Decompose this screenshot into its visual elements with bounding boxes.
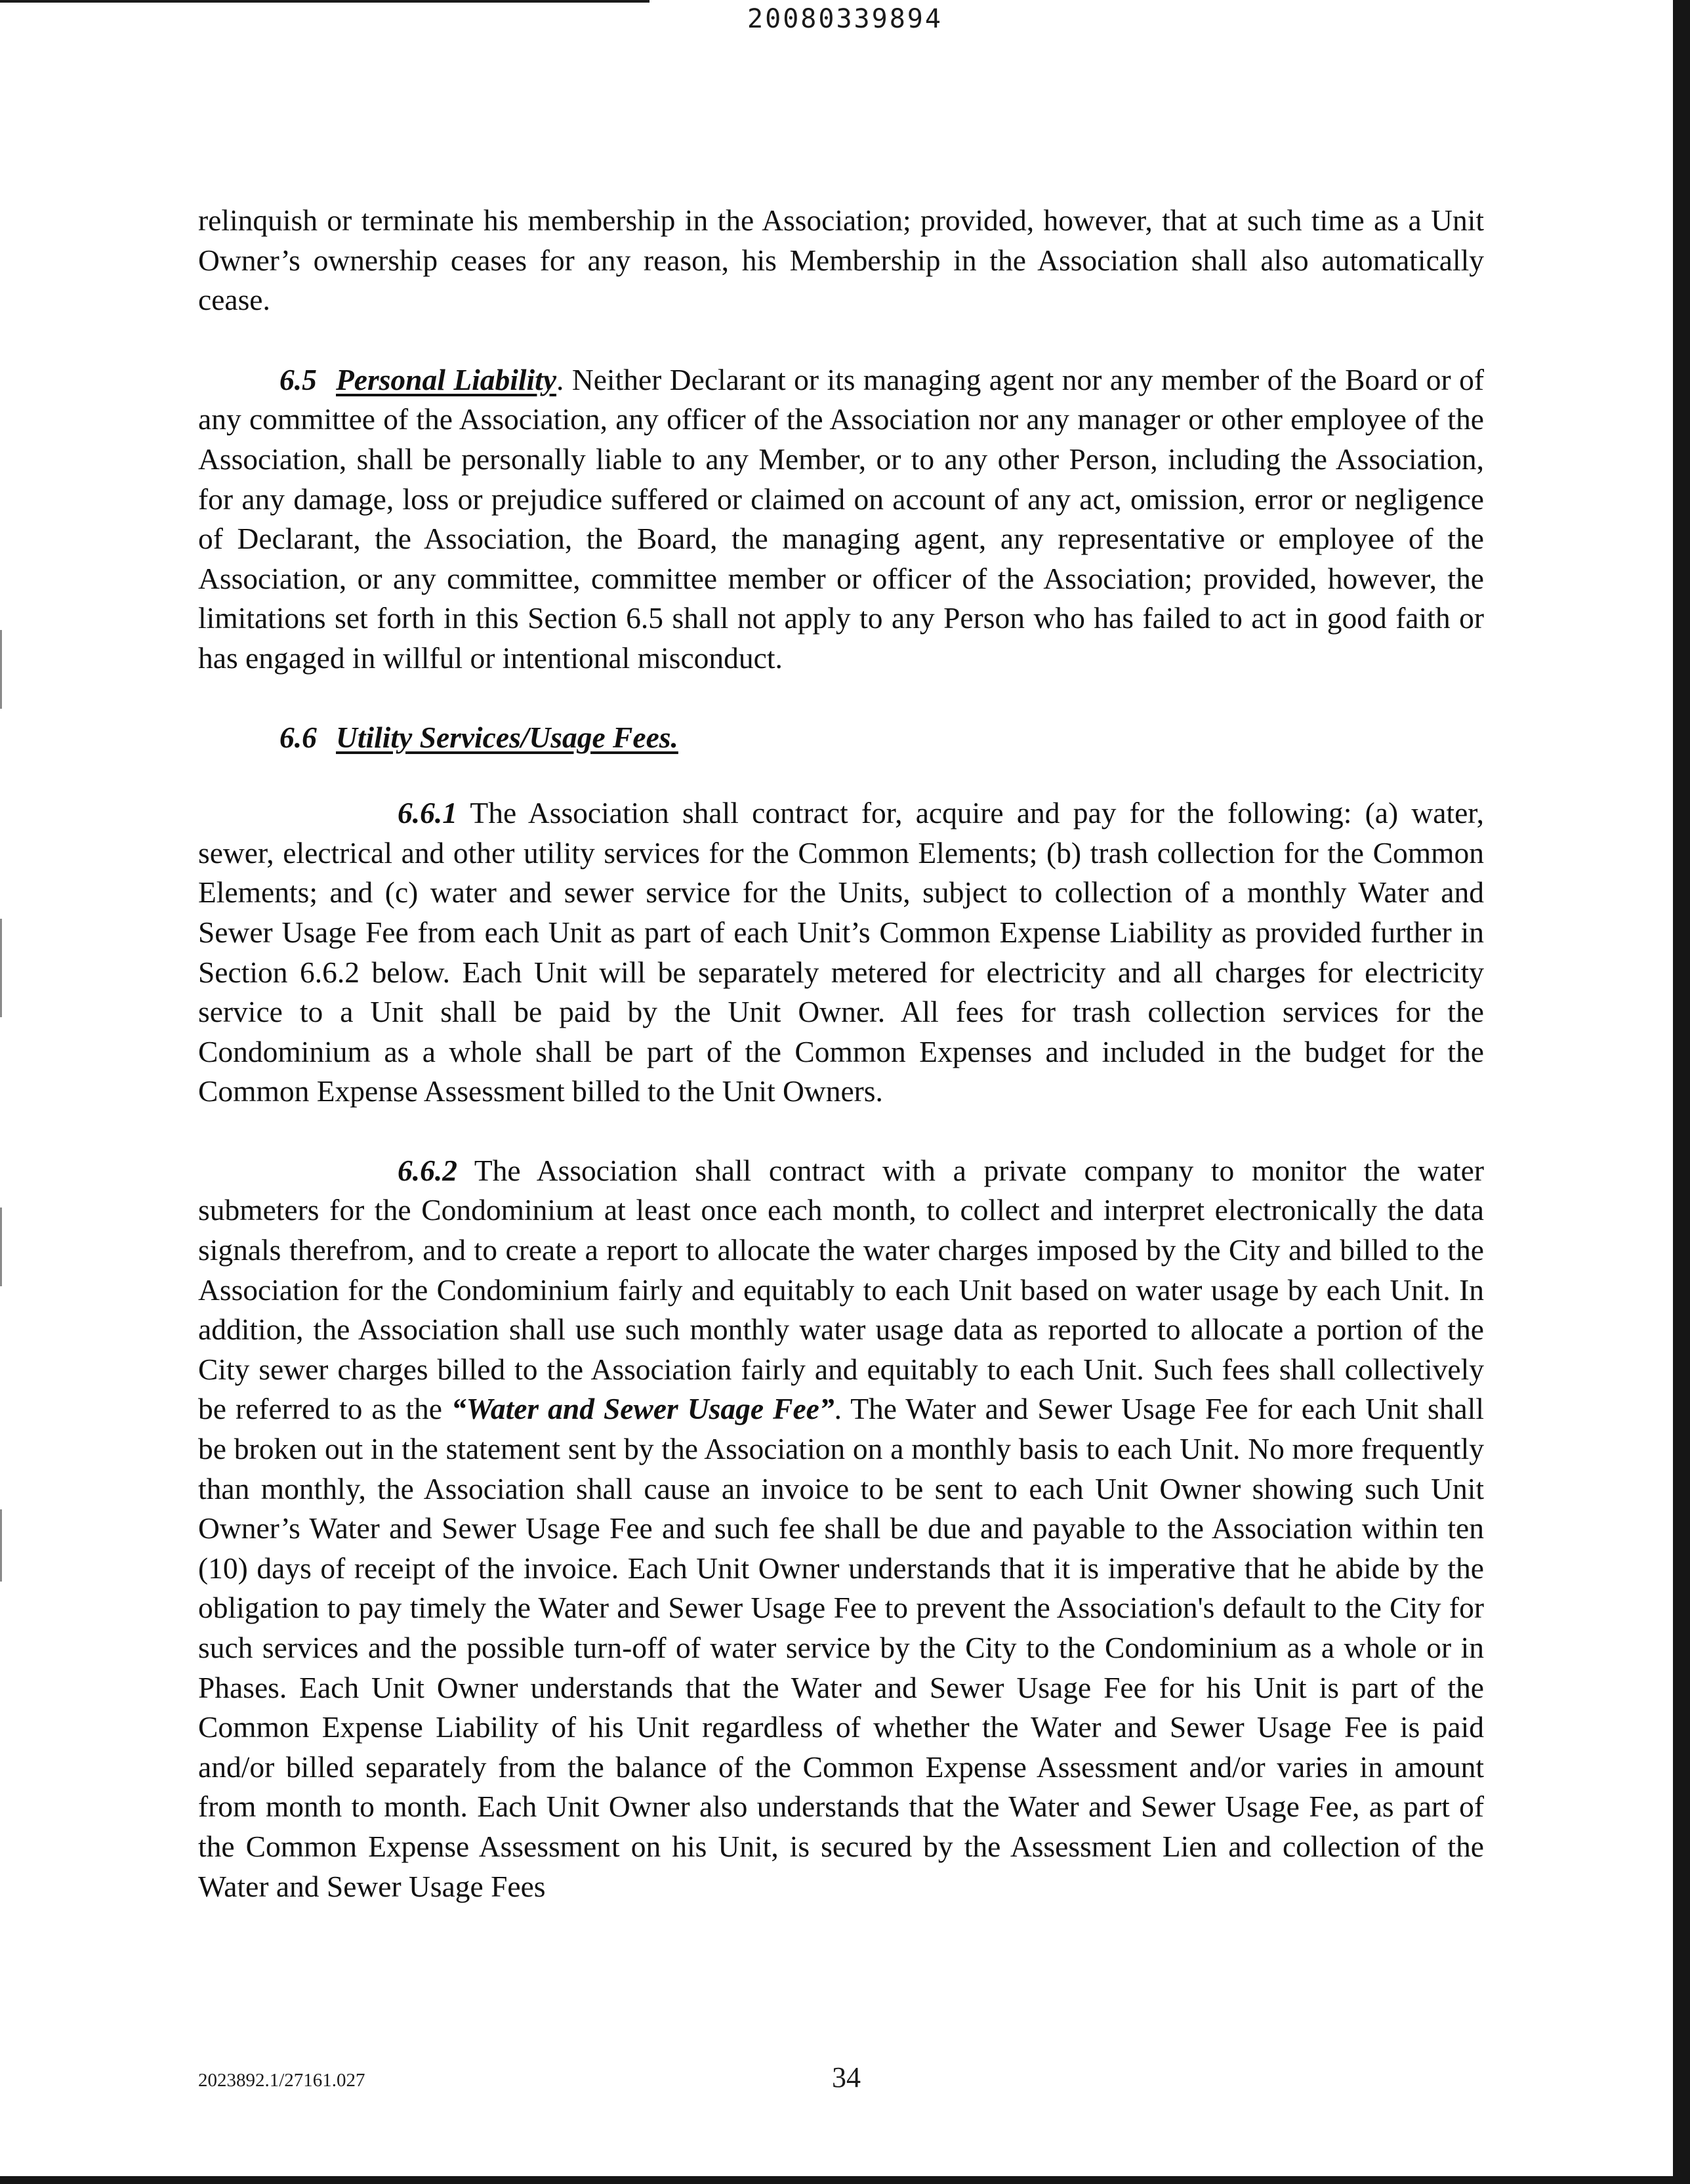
page-number: 34	[832, 2061, 861, 2093]
section-6-5-paragraph	[198, 360, 1484, 679]
subsection-text: The Association shall contract for, acquire and pay for the following: (a) water, sewer, electrical and other utility services for the Common Elements; (b) trash collection for the Common Elements; and (c) water and sewer service for the Units, subject to collection of a monthly Water and Sewer Usage Fee from each Unit as part of each Unit’s Common Expense Liability as provided further in Section 6.6.2 below. Each Unit will be separately metered for electricity and all charges for electricity service to a Unit shall be paid by the Unit Owner. All fees for trash collection services for the Condominium as a whole shall be part of the Common Expenses and included in the budget for the Common Expense Assessment billed to the Unit Owners.	[198, 796, 1484, 1108]
page-border-bottom	[0, 2176, 1690, 2184]
subsection-text: The Association shall contract with a private company to monitor the water submeters for the Condominium at least once each month, to collect and interpret electronically the data signals therefrom, and to create a report to allocate the water charges imposed by the City and billed to the Association for the Condominium fairly and equitably to each Unit based on water usage by each Unit. In addition, the Association shall use such monthly water usage data as reported to allocate a portion of the City sewer charges billed to the Association fairly and equitably to each Unit. Such fees shall collectively be referred to as the	[198, 1153, 1484, 1426]
section-6-6-1-paragraph	[198, 793, 1484, 1112]
section-title-period: .	[556, 362, 564, 396]
scan-edge-mark	[0, 1509, 2, 1582]
subsection-number: 6.6.1	[398, 796, 457, 830]
document-body	[198, 201, 1484, 1946]
section-6-6-2-paragraph	[198, 1151, 1484, 1906]
page-border-right	[1673, 0, 1690, 2184]
subsection-number: 6.6.2	[398, 1153, 457, 1187]
scan-edge-mark	[0, 630, 2, 709]
subsection-text-continued: . The Water and Sewer Usage Fee for each Unit shall be broken out in the statement sent by the Association on a monthly basis to each Unit. No more frequently than monthly, the Association shall cause an invoice to be sent to each Unit Owner showing such Unit Owner’s Water and Sewer Usage Fee and such fee shall be due and payable to the Association within ten (10) days of receipt of the invoice. Each Unit Owner understands that it is imperative that he abide by the obligation to pay timely the Water and Sewer Usage Fee to prevent the Association's default to the City for such services and the possible turn-off of water service by the City to the Condominium as a whole or in Phases. Each Unit Owner understands that the Water and Sewer Usage Fee for his Unit is part of the Common Expense Liability of his Unit regardless of whether the Water and Sewer Usage Fee is paid and/or billed separately from the balance of the Common Expense Assessment and/or varies in amount from month to month. Each Unit Owner also understands that the Water and Sewer Usage Fee, as part of the Common Expense Assessment on his Unit, is secured by the Assessment Lien and collection of the Water and Sewer Usage Fees	[198, 1392, 1484, 1903]
page-border-top	[0, 0, 649, 3]
section-title: Utility Services/Usage Fees.	[336, 720, 678, 754]
section-title: Personal Liability	[336, 362, 557, 396]
section-6-6-heading	[198, 718, 1484, 758]
scan-edge-mark	[0, 919, 2, 1017]
section-number: 6.6	[279, 720, 317, 754]
section-text: Neither Declarant or its managing agent nor any member of the Board or of any committee of the Association, any officer of the Association nor any manager or other employee of the Association, shall be personally liable to any Member, or to any other Person, including the Association, for any damage, loss or prejudice suffered or claimed on account of any act, omission, error or negligence of Declarant, the Association, the Board, the managing agent, any representative or employee of the Association, or any committee, committee member or officer of the Association; provided, however, the limitations set forth in this Section 6.5 shall not apply to any Person who has failed to act in good faith or has engaged in willful or intentional misconduct.	[198, 362, 1485, 675]
document-number: 20080339894	[747, 4, 943, 34]
scan-edge-mark	[0, 1208, 2, 1286]
continuation-paragraph: relinquish or terminate his membership in the Association; provided, however, that at such time as a Unit Owner’s ownership ceases for any reason, his Membership in the Association shall also automatically cease.	[198, 203, 1484, 317]
footer-document-reference: 2023892.1/27161.027	[198, 2070, 365, 2091]
section-number: 6.5	[279, 362, 317, 396]
defined-term: “Water and Sewer Usage Fee”	[451, 1392, 835, 1426]
